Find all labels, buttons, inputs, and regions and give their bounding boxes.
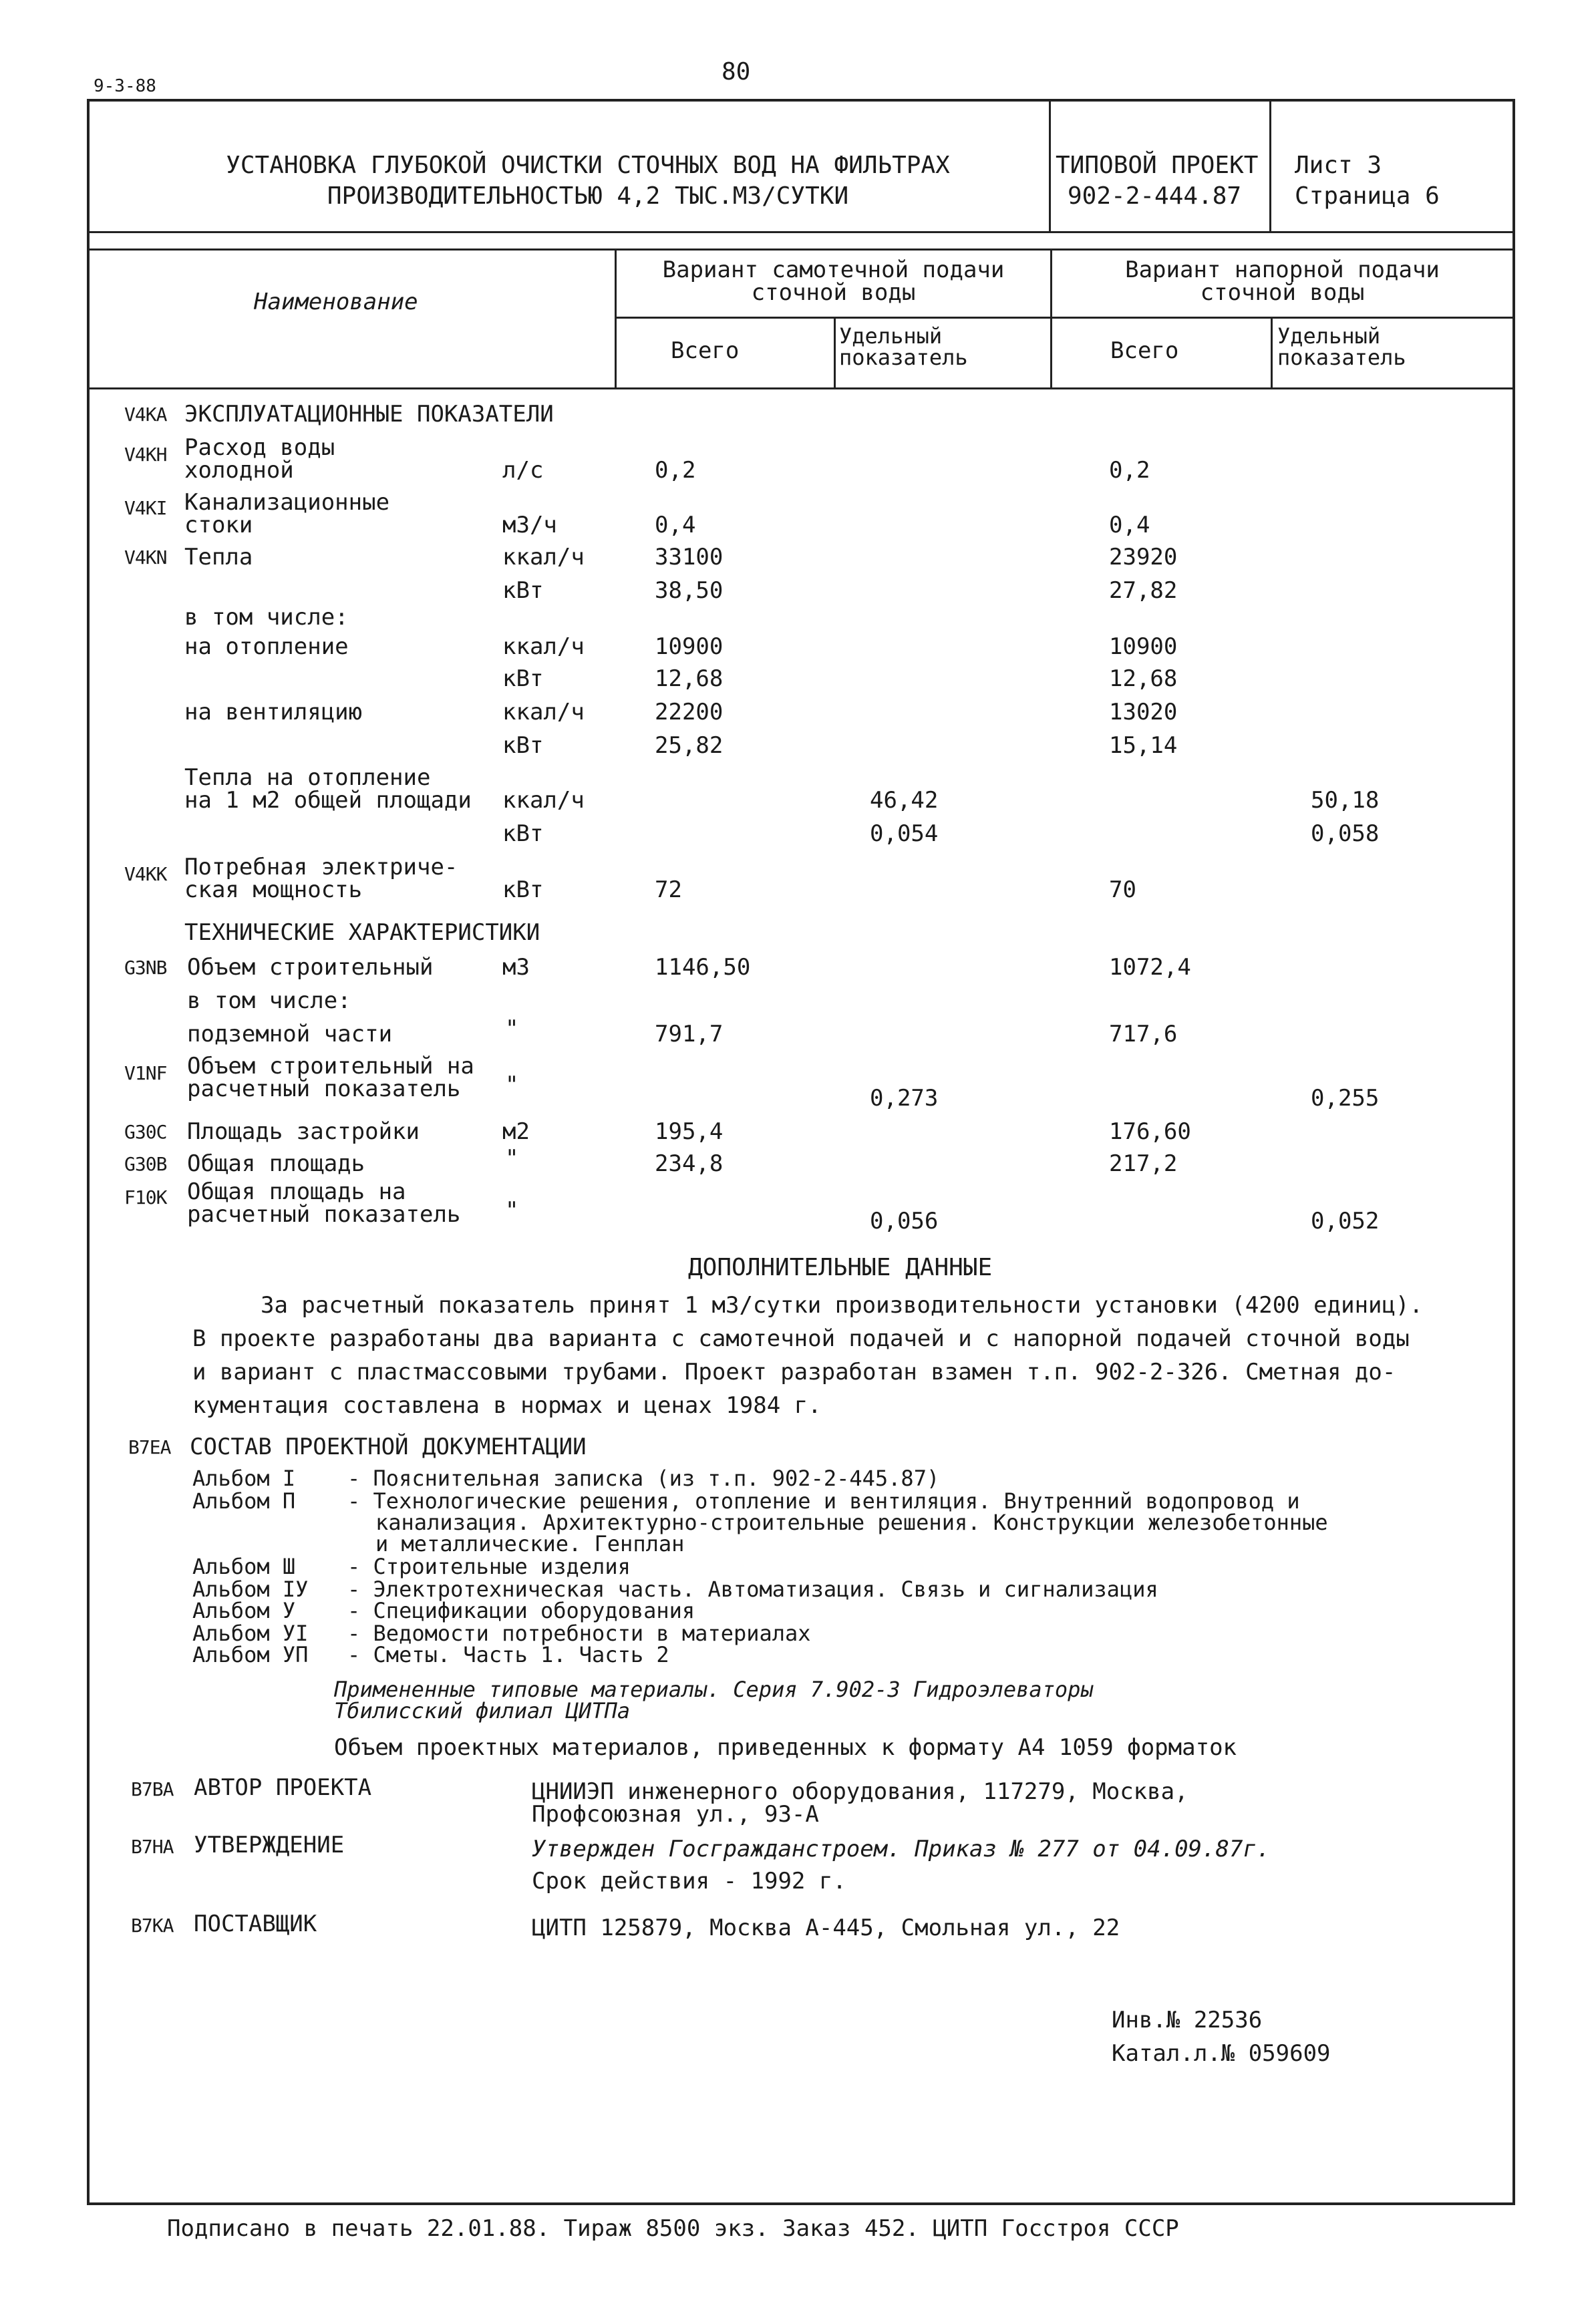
row-label: Расход воды	[184, 434, 335, 461]
document-title-line2: ПРОИЗВОДИТЕЛЬНОСТЬЮ 4,2 ТЫС.М3/СУТКИ	[327, 182, 849, 210]
row-label: подземной части	[187, 1021, 393, 1047]
row-value: 13020	[1109, 699, 1178, 725]
row-specific-value: 0,052	[1311, 1208, 1380, 1235]
additional-text-line: кументация составлена в нормах и ценах 1984 г.	[192, 1392, 822, 1419]
row-code: B7EA	[128, 1436, 171, 1458]
th-mid-line	[615, 317, 1512, 319]
row-label: ская мощность	[184, 876, 363, 903]
row-value: 0,4	[1109, 512, 1150, 538]
album-label: Альбом П	[192, 1488, 296, 1514]
v2-specific-header-l2: показатель	[1277, 345, 1406, 370]
row-label: стоки	[184, 512, 253, 538]
approval-label: УТВЕРЖДЕНИЕ	[194, 1832, 345, 1858]
album-description: - Сметы. Часть 1. Часть 2	[347, 1642, 669, 1667]
v1-specific-header-l1: Удельный	[839, 323, 943, 349]
row-value: 0,4	[655, 512, 696, 538]
date-stamp: 9-3-88	[94, 76, 156, 96]
v2-total-header: Всего	[1110, 337, 1179, 364]
row-value: 717,6	[1109, 1021, 1178, 1047]
author-text: ЦНИИЭП инженерного оборудования, 117279, Москва,	[532, 1778, 1188, 1805]
row-label: на отопление	[184, 633, 349, 660]
row-label: Тепла на отопление	[184, 764, 431, 791]
supplier-text: ЦИТП 125879, Москва А-445, Смольная ул., 22	[532, 1915, 1120, 1941]
album-label: Альбом I	[192, 1466, 296, 1491]
row-unit: кВт	[502, 732, 544, 759]
album-description: - Пояснительная записка (из т.п. 902-2-445.87)	[347, 1466, 940, 1491]
section-code: V4KA	[124, 403, 167, 426]
row-label: расчетный показатель	[187, 1076, 461, 1102]
row-value: 23920	[1109, 544, 1178, 570]
applied-materials: Примененные типовые материалы. Серия 7.902-3 Гидроэлеваторы	[334, 1677, 1094, 1702]
row-code: V4KK	[124, 863, 167, 885]
row-label: Объем строительный на	[187, 1053, 474, 1080]
album-label: Альбом УП	[192, 1642, 309, 1667]
album-description: - Электротехническая часть. Автоматизация. Связь и сигнализация	[347, 1577, 1158, 1602]
row-unit: м3	[502, 954, 530, 981]
row-unit: кВт	[502, 665, 544, 692]
row-value: 72	[655, 876, 682, 903]
variant1-header-line1: Вариант самотечной подачи	[662, 257, 1005, 283]
th-divider-v1	[834, 317, 836, 387]
album-label: Альбом У	[192, 1598, 296, 1623]
row-unit: кВт	[502, 577, 544, 604]
row-specific-value: 50,18	[1311, 787, 1380, 814]
row-unit: "	[505, 1197, 519, 1224]
catalog-number: Катал.л.№ 059609	[1112, 2040, 1331, 2067]
row-specific-value: 0,056	[870, 1208, 939, 1235]
row-value: 12,68	[1109, 665, 1178, 692]
row-value: 10900	[1109, 633, 1178, 660]
table-top-line	[87, 249, 1512, 251]
row-code: G30C	[124, 1121, 167, 1143]
row-value: 0,2	[655, 457, 696, 484]
row-label: Общая площадь	[187, 1150, 365, 1177]
page-label: Страница 6	[1295, 182, 1440, 210]
album-label: Альбом IУ	[192, 1577, 309, 1602]
row-unit: ккал/ч	[502, 699, 585, 725]
album-description: и металлические. Генплан	[375, 1531, 685, 1556]
section-title-operational: ЭКСПЛУАТАЦИОННЫЕ ПОКАЗАТЕЛИ	[184, 401, 554, 428]
supplier-label: ПОСТАВЩИК	[194, 1911, 317, 1937]
header-divider-1	[1049, 99, 1051, 232]
row-label: на 1 м2 общей площади	[184, 787, 472, 814]
docs-title: СОСТАВ ПРОЕКТНОЙ ДОКУМЕНТАЦИИ	[190, 1434, 587, 1460]
project-number: 902-2-444.87	[1068, 182, 1242, 210]
row-value: 791,7	[655, 1021, 724, 1047]
row-value: 195,4	[655, 1118, 724, 1145]
row-label: Канализационные	[184, 489, 390, 516]
row-code: B7BA	[131, 1778, 174, 1800]
v1-specific-header-l2: показатель	[839, 345, 968, 370]
v1-total-header: Всего	[671, 337, 740, 364]
row-code: V1NF	[124, 1062, 167, 1084]
album-label: Альбом УI	[192, 1621, 309, 1646]
row-value: 27,82	[1109, 577, 1178, 604]
row-value: 217,2	[1109, 1150, 1178, 1177]
row-specific-value: 0,255	[1311, 1085, 1380, 1112]
sheet-number: Лист 3	[1295, 152, 1382, 179]
column-name-header: Наименование	[254, 289, 418, 315]
row-label: холодной	[184, 457, 294, 484]
row-value: 1146,50	[655, 954, 751, 981]
row-unit: "	[505, 1015, 519, 1042]
row-unit: "	[505, 1072, 519, 1098]
row-unit: ккал/ч	[502, 633, 585, 660]
album-description: - Строительные изделия	[347, 1554, 631, 1579]
row-code: B7KA	[131, 1915, 174, 1937]
row-unit: кВт	[502, 820, 544, 847]
applied-materials: Тбилисский филиал ЦИТПа	[334, 1698, 631, 1723]
row-label: Общая площадь на	[187, 1178, 406, 1205]
row-label: на вентиляцию	[184, 699, 363, 725]
row-code: B7HA	[131, 1836, 174, 1858]
approval-text: Срок действия - 1992 г.	[532, 1868, 846, 1895]
row-label: Потребная электриче-	[184, 854, 458, 880]
row-label: Тепла	[184, 544, 253, 570]
volume-note: Объем проектных материалов, приведенных к формату А4 1059 форматок	[334, 1734, 1237, 1761]
variant2-header-line1: Вариант напорной подачи	[1125, 257, 1440, 283]
row-unit: кВт	[502, 876, 544, 903]
row-label: Площадь застройки	[187, 1118, 420, 1145]
additional-text-line: В проекте разработаны два варианта с самотечной подачей и с напорной подачей сточной воды	[192, 1325, 1410, 1352]
variant1-header-line2: сточной воды	[751, 279, 916, 306]
row-value: 176,60	[1109, 1118, 1191, 1145]
additional-title: ДОПОЛНИТЕЛЬНЫЕ ДАННЫЕ	[688, 1254, 993, 1281]
row-value: 234,8	[655, 1150, 724, 1177]
approval-text: Утвержден Госгражданстроем. Приказ № 277 от 04.09.87г.	[532, 1836, 1271, 1862]
row-unit: м3/ч	[502, 512, 557, 538]
row-label: в том числе:	[184, 604, 349, 631]
row-unit: м2	[502, 1118, 530, 1145]
row-value: 15,14	[1109, 732, 1178, 759]
row-value: 22200	[655, 699, 724, 725]
th-divider-v2	[1271, 317, 1273, 387]
additional-text-line: и вариант с пластмассовыми трубами. Проект разработан взамен т.п. 902-2-326. Сметная до-	[192, 1359, 1396, 1385]
row-code: V4KI	[124, 497, 167, 519]
author-label: АВТОР ПРОЕКТА	[194, 1774, 372, 1801]
row-code: G3NB	[124, 957, 167, 979]
album-label: Альбом Ш	[192, 1554, 296, 1579]
row-code: G30B	[124, 1153, 167, 1175]
row-value: 33100	[655, 544, 724, 570]
inventory-number: Инв.№ 22536	[1112, 2007, 1263, 2033]
row-unit: ккал/ч	[502, 787, 585, 814]
row-value: 1072,4	[1109, 954, 1191, 981]
page-number: 80	[722, 58, 751, 86]
row-unit: л/с	[502, 457, 544, 484]
row-specific-value: 0,058	[1311, 820, 1380, 847]
row-value: 0,2	[1109, 457, 1150, 484]
project-label: ТИПОВОЙ ПРОЕКТ	[1056, 152, 1259, 179]
row-specific-value: 0,273	[870, 1085, 939, 1112]
variant2-header-line2: сточной воды	[1200, 279, 1365, 306]
row-value: 70	[1109, 876, 1136, 903]
header-bottom-line	[87, 231, 1512, 233]
row-specific-value: 46,42	[870, 787, 939, 814]
row-value: 38,50	[655, 577, 724, 604]
row-specific-value: 0,054	[870, 820, 939, 847]
document-title-line1: УСТАНОВКА ГЛУБОКОЙ ОЧИСТКИ СТОЧНЫХ ВОД НА ФИЛЬТРАХ	[226, 152, 950, 179]
album-description: - Технологические решения, отопление и вентиляция. Внутренний водопровод и	[347, 1488, 1300, 1514]
row-label: в том числе:	[187, 987, 351, 1014]
section-title-technical: ТЕХНИЧЕСКИЕ ХАРАКТЕРИСТИКИ	[184, 919, 540, 946]
row-code: V4KH	[124, 444, 167, 466]
v2-specific-header-l1: Удельный	[1277, 323, 1381, 349]
row-unit: "	[505, 1145, 519, 1172]
row-code: F10K	[124, 1186, 167, 1208]
additional-text-line: За расчетный показатель принят 1 м3/сутки производительности установки (4200 единиц).	[261, 1292, 1423, 1319]
row-value: 10900	[655, 633, 724, 660]
album-description: канализация. Архитектурно-строительные решения. Конструкции железобетонные	[375, 1510, 1328, 1535]
th-bottom-line	[87, 387, 1512, 389]
row-code: V4KN	[124, 546, 167, 568]
row-label: расчетный показатель	[187, 1201, 461, 1228]
album-description: - Спецификации оборудования	[347, 1598, 695, 1623]
row-label: Объем строительный	[187, 954, 434, 981]
row-unit: ккал/ч	[502, 544, 585, 570]
row-value: 25,82	[655, 732, 724, 759]
album-description: - Ведомости потребности в материалах	[347, 1621, 811, 1646]
author-text: Профсоюзная ул., 93-А	[532, 1801, 819, 1828]
header-divider-2	[1269, 99, 1271, 232]
row-value: 12,68	[655, 665, 724, 692]
print-footer: Подписано в печать 22.01.88. Тираж 8500 экз. Заказ 452. ЦИТП Госстроя СССР	[167, 2215, 1179, 2242]
